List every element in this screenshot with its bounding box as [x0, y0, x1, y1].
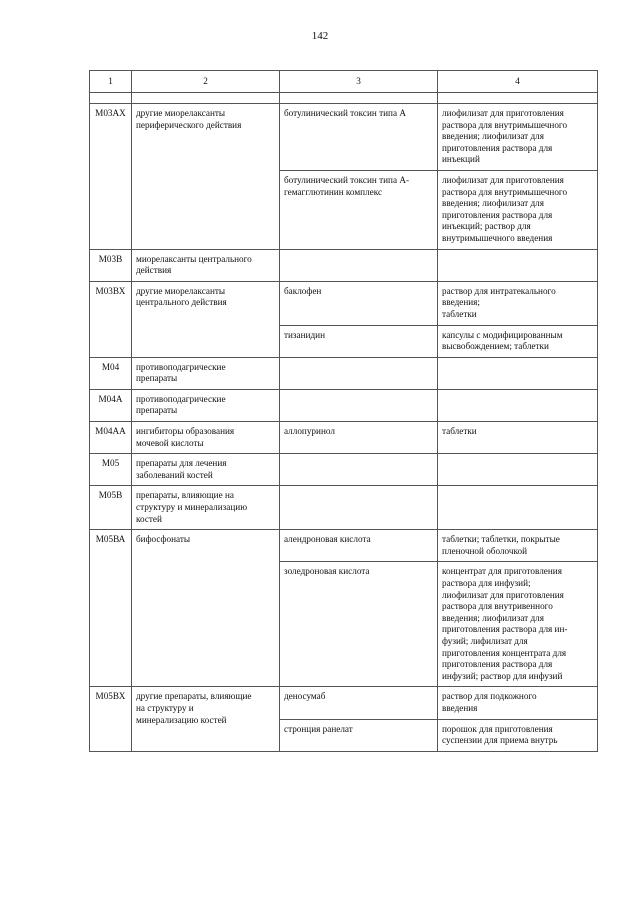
drug-name-cell: [280, 422, 438, 454]
dosage-form-cell-line: таблетки: [442, 308, 477, 319]
group-name-cell-line: действия: [136, 265, 172, 276]
group-name-cell-line: противоподагрические: [136, 393, 226, 404]
dosage-form-cell: [438, 325, 598, 357]
drug-name-cell-line: баклофен: [284, 285, 322, 296]
atc-code-cell: М04: [90, 357, 132, 389]
group-name-cell-line: препараты для лечения: [136, 458, 227, 469]
drug-name-cell: [280, 687, 438, 719]
dosage-form-cell-line: раствора для внутривенного: [442, 601, 553, 612]
dosage-form-cell: [438, 281, 598, 325]
drug-name-cell: [280, 719, 438, 751]
table-row: [90, 281, 598, 325]
dosage-form-cell-line: инъекций; раствор для: [442, 221, 531, 232]
spacer-row: [90, 93, 598, 104]
dosage-form-cell-line: инъекций: [442, 154, 480, 165]
header-cell: 2: [132, 71, 280, 93]
dosage-form-cell-line: введения; лиофилизат для: [442, 612, 544, 623]
header-cell: 4: [438, 71, 598, 93]
dosage-form-cell-line: инфузий; раствор для инфузий: [442, 670, 563, 681]
atc-code-cell: М05: [90, 454, 132, 486]
atc-code-cell: М05ВХ: [90, 687, 132, 751]
group-name-cell-line: другие препараты, влияющие: [136, 691, 252, 702]
group-name-cell: [132, 357, 280, 389]
header-cell: 3: [280, 71, 438, 93]
table-row: [90, 249, 598, 281]
group-name-cell-line: другие миорелаксанты: [136, 285, 226, 296]
drug-name-cell: [280, 486, 438, 530]
dosage-form-cell-line: введения; лиофилизат для: [442, 131, 544, 142]
dosage-form-cell-line: таблетки; таблетки, покрытые: [442, 534, 560, 545]
dosage-form-cell: [438, 562, 598, 687]
table-row: [90, 454, 598, 486]
drug-name-cell: [280, 170, 438, 249]
table-row: [90, 389, 598, 421]
drug-name-cell-line: тизанидин: [284, 329, 325, 340]
dosage-form-cell-line: высвобождением; таблетки: [442, 341, 549, 352]
atc-code-cell: М03АХ: [90, 104, 132, 250]
atc-code-cell: М05В: [90, 486, 132, 530]
page-number: 142: [311, 30, 329, 42]
drug-name-cell: [280, 357, 438, 389]
table-row: [90, 422, 598, 454]
dosage-form-cell: [438, 530, 598, 562]
dosage-form-cell-line: суспензии для приема внутрь: [442, 735, 558, 746]
group-name-cell: [132, 422, 280, 454]
dosage-form-cell-line: приготовления раствора для: [442, 209, 553, 220]
dosage-form-cell-line: приготовления раствора для: [442, 659, 553, 670]
drug-name-cell: [280, 389, 438, 421]
dosage-form-cell-line: лиофилизат для приготовления: [442, 108, 564, 118]
group-name-cell-line: центрального действия: [136, 297, 227, 308]
drug-name-cell-line: аллопуринол: [284, 426, 335, 437]
atc-code-cell: М05ВА: [90, 530, 132, 687]
dosage-form-cell-line: введения; лиофилизат для: [442, 198, 544, 209]
drug-name-cell-line: гемагглютинин комплекс: [284, 186, 383, 197]
header-cell: 1: [90, 71, 132, 93]
dosage-form-cell-line: фузий; лифилизат для: [442, 635, 528, 646]
dosage-form-cell-line: внутримышечного введения: [442, 232, 553, 243]
dosage-form-cell: [438, 249, 598, 281]
group-name-cell-line: минерализацию костей: [136, 714, 227, 725]
atc-code-cell: М04А: [90, 389, 132, 421]
atc-code-cell: М04АА: [90, 422, 132, 454]
dosage-form-cell-line: введения: [442, 702, 478, 713]
group-name-cell-line: противоподагрические: [136, 361, 226, 372]
table-row: [90, 486, 598, 530]
dosage-form-cell: [438, 357, 598, 389]
dosage-form-cell-line: раствор для подкожного: [442, 691, 537, 702]
dosage-form-cell: [438, 422, 598, 454]
drug-name-cell: [280, 281, 438, 325]
dosage-form-cell-line: лиофилизат для приготовления: [442, 589, 564, 600]
dosage-form-cell: [438, 104, 598, 171]
group-name-cell-line: препараты: [136, 405, 178, 416]
dosage-form-cell: [438, 486, 598, 530]
table-row: [90, 687, 598, 719]
group-name-cell-line: на структуру и: [136, 702, 194, 713]
group-name-cell-line: ингибиторы образования: [136, 426, 235, 437]
drug-classification-table: [89, 70, 598, 752]
drug-name-cell: [280, 562, 438, 687]
group-name-cell-line: миорелаксанты центрального: [136, 253, 252, 264]
dosage-form-cell: [438, 687, 598, 719]
dosage-form-cell-line: порошок для приготовления: [442, 723, 553, 734]
drug-name-cell: [280, 249, 438, 281]
group-name-cell-line: структуру и минерализацию: [136, 502, 248, 513]
group-name-cell: [132, 530, 280, 687]
dosage-form-cell: [438, 454, 598, 486]
dosage-form-cell: [438, 719, 598, 751]
dosage-form-cell-line: раствора для внутримышечного: [442, 119, 568, 130]
dosage-form-cell-line: раствора для инфузий;: [442, 578, 531, 588]
drug-name-cell-line: золедроновая кислота: [284, 566, 370, 577]
header-row: [90, 71, 598, 93]
table-row: [90, 104, 598, 171]
dosage-form-cell-line: лиофилизат для приготовления: [442, 174, 564, 185]
dosage-form-cell-line: капсулы с модифицированным: [442, 329, 563, 340]
group-name-cell-line: костей: [136, 513, 162, 524]
dosage-form-cell-line: приготовления раствора для ин-: [442, 624, 568, 635]
group-name-cell-line: бифосфонаты: [136, 534, 191, 545]
group-name-cell: [132, 104, 280, 250]
dosage-form-cell-line: пленочной оболочкой: [442, 545, 528, 556]
group-name-cell-line: периферического действия: [136, 119, 242, 130]
dosage-form-cell-line: раствора для внутримышечного: [442, 186, 568, 197]
group-name-cell-line: препараты, влияющие на: [136, 490, 234, 501]
drug-name-cell-line: алендроновая кислота: [284, 534, 371, 545]
group-name-cell-line: препараты: [136, 373, 178, 384]
dosage-form-cell: [438, 170, 598, 249]
drug-name-cell: [280, 104, 438, 171]
dosage-form-cell: [438, 389, 598, 421]
group-name-cell: [132, 486, 280, 530]
drug-name-cell: [280, 454, 438, 486]
table-row: [90, 357, 598, 389]
group-name-cell: [132, 389, 280, 421]
dosage-form-cell-line: приготовления концентрата для: [442, 647, 567, 658]
drug-name-cell: [280, 325, 438, 357]
drug-name-cell-line: ботулинический токсин типа А: [284, 108, 406, 118]
group-name-cell: [132, 249, 280, 281]
group-name-cell-line: мочевой кислоты: [136, 437, 204, 448]
drug-name-cell: [280, 530, 438, 562]
dosage-form-cell-line: концентрат для приготовления: [442, 566, 562, 577]
dosage-form-cell-line: введения;: [442, 297, 480, 308]
atc-code-cell: М03В: [90, 249, 132, 281]
group-name-cell-line: заболеваний костей: [136, 469, 213, 480]
group-name-cell: [132, 454, 280, 486]
dosage-form-cell-line: приготовления раствора для: [442, 142, 553, 153]
drug-name-cell-line: деносумаб: [284, 691, 326, 702]
atc-code-cell: М03ВХ: [90, 281, 132, 357]
drug-name-cell-line: ботулинический токсин типа А-: [284, 174, 410, 185]
dosage-form-cell-line: таблетки: [442, 426, 477, 437]
drug-name-cell-line: стронция ранелат: [284, 723, 353, 734]
group-name-cell: [132, 281, 280, 357]
dosage-form-cell-line: раствор для интратекального: [442, 285, 556, 296]
group-name-cell: [132, 687, 280, 751]
table-row: [90, 530, 598, 562]
group-name-cell-line: другие миорелаксанты: [136, 108, 226, 118]
